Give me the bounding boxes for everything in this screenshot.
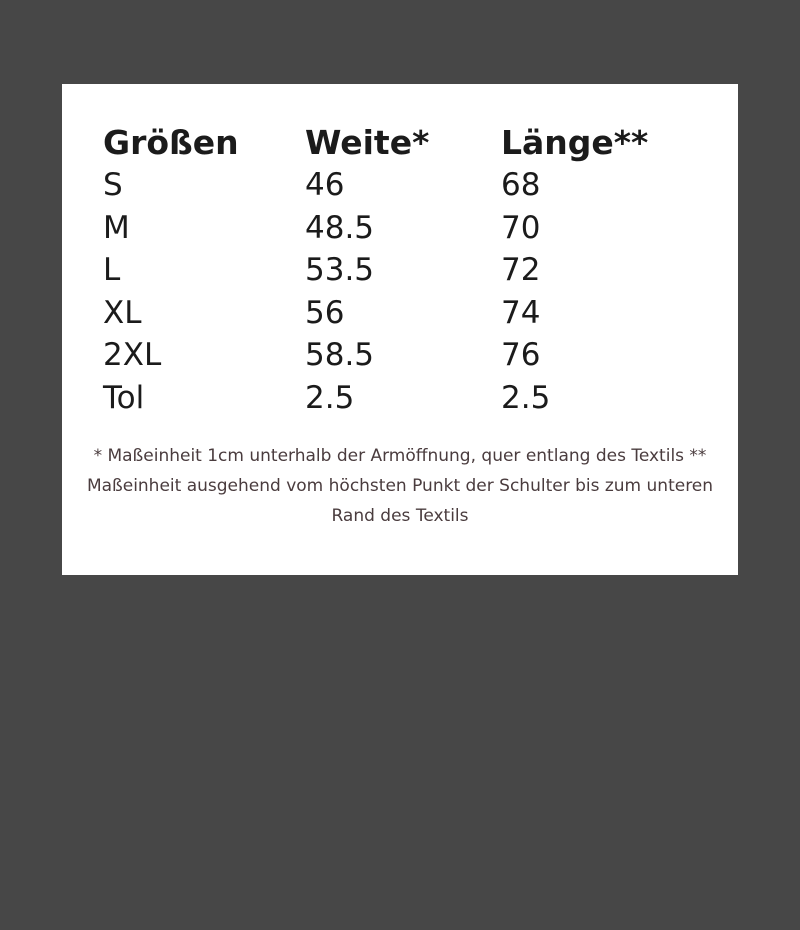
size-cell: M [103, 209, 130, 246]
length-cell: 70 [501, 209, 541, 246]
header-width: Weite* [305, 122, 430, 162]
width-cell: 56 [305, 294, 345, 331]
length-cell: 74 [501, 294, 541, 331]
table-row [103, 207, 701, 250]
size-cell: Tol [103, 379, 145, 416]
table-row [103, 377, 701, 420]
size-cell: 2XL [103, 337, 162, 374]
length-cell: 2.5 [501, 379, 551, 416]
table-row [103, 164, 701, 207]
length-cell: 72 [501, 252, 541, 289]
size-cell: XL [103, 294, 142, 331]
table-row [103, 334, 701, 377]
width-cell: 2.5 [305, 379, 355, 416]
size-cell: S [103, 167, 123, 204]
size-chart-card [62, 84, 738, 575]
width-cell: 48.5 [305, 209, 375, 246]
header-sizes: Größen [103, 122, 239, 162]
measurement-footnote: * Maßeinheit 1cm unterhalb der Armöffnung, quer entlang des Textils ** Maßeinheit ausgehend vom höchsten Punkt der Schulter bis zum unteren Rand des Textils [86, 446, 714, 526]
size-cell: L [103, 252, 121, 289]
table-header-row [103, 120, 701, 164]
header-length: Länge** [501, 122, 649, 162]
size-table [103, 120, 701, 419]
width-cell: 53.5 [305, 252, 375, 289]
table-row [103, 249, 701, 292]
table-row [103, 292, 701, 335]
length-cell: 76 [501, 337, 541, 374]
width-cell: 58.5 [305, 337, 375, 374]
width-cell: 46 [305, 167, 345, 204]
length-cell: 68 [501, 167, 541, 204]
